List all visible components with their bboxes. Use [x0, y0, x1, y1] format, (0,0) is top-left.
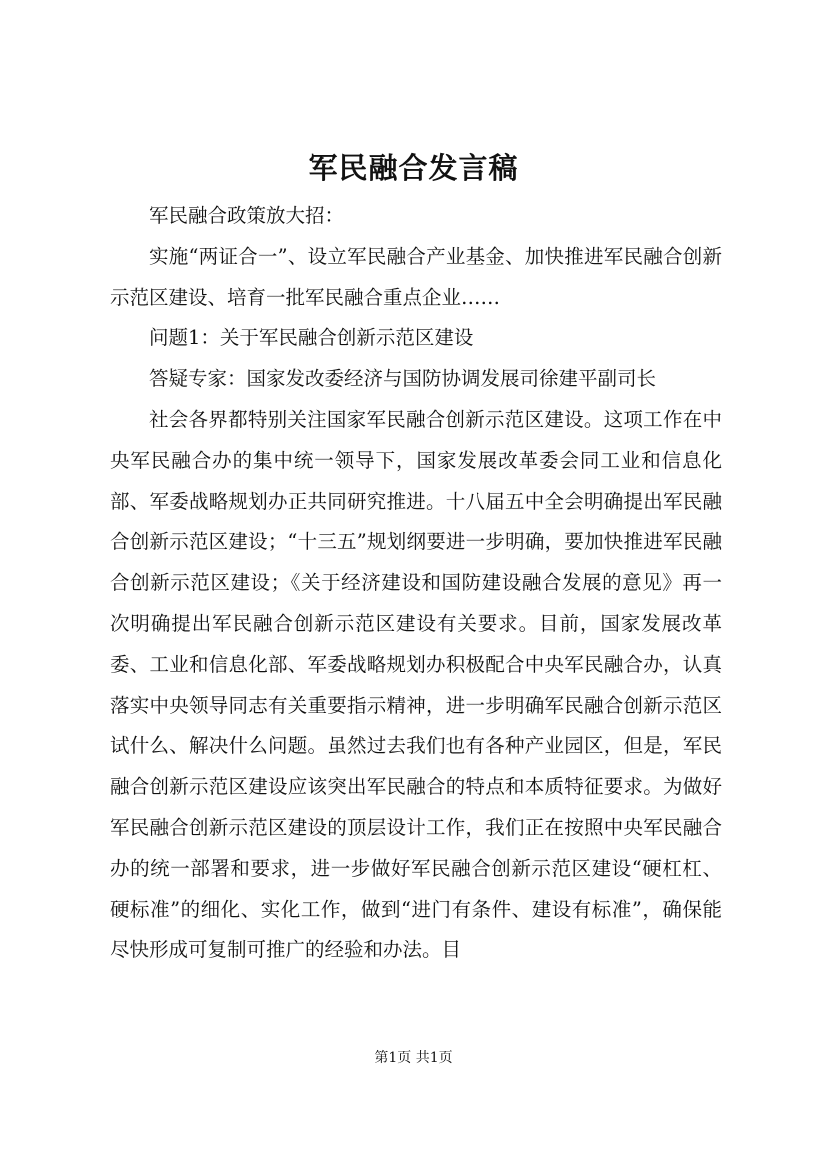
paragraph-expert: 答疑专家：国家发改委经济与国防协调发展司徐建平副司长: [149, 367, 657, 391]
page-footer: 第1页 共1页: [374, 1050, 453, 1066]
paragraph-policy-heading: 军民融合政策放大招：: [149, 204, 345, 227]
document-title: 军民融合发言稿: [308, 151, 519, 185]
paragraph-policy-summary: 实施“两证合一”、设立军民融合产业基金、加快推进军民融合创新示范区建设、培育一批军民融合重点企业……: [110, 244, 722, 309]
paragraph-question-1: 问题1：关于军民融合创新示范区建设: [149, 326, 474, 350]
document-body: [110, 196, 722, 971]
paragraph-main-answer: 社会各界都特别关注国家军民融合创新示范区建设。这项工作在中央军民融合办的集中统一领导下，国家发展改革委会同工业和信息化部、军委战略规划办正共同研究推进。十八届五中全会明确提出军民融合创新示范区建设；“十三五”规划纲要进一步明确，要加快推进军民融合创新示范区建设；《关于经济建设和国防建设融合发展的意见》再一次明确提出军民融合创新示范区建设有关要求。目前，国家发展改革委、工业和信息化部、军委战略规划办积极配合中央军民融合办，认真落实中央领导同志有关重要指示精神，进一步明确军民融合创新示范区试什么、解决什么问题。虽然过去我们也有各种产业园区，但是，军民融合创新示范区建设应该突出军民融合的特点和本质特征要求。为做好军民融合创新示范区建设的顶层设计工作，我们正在按照中央军民融合办的统一部署和要求，进一步做好军民融合创新示范区建设“硬杠杠、硬标准”的细化、实化工作，做到“进门有条件、建设有标准”，确保能尽快形成可复制可推广的经验和办法。目: [110, 407, 722, 962]
